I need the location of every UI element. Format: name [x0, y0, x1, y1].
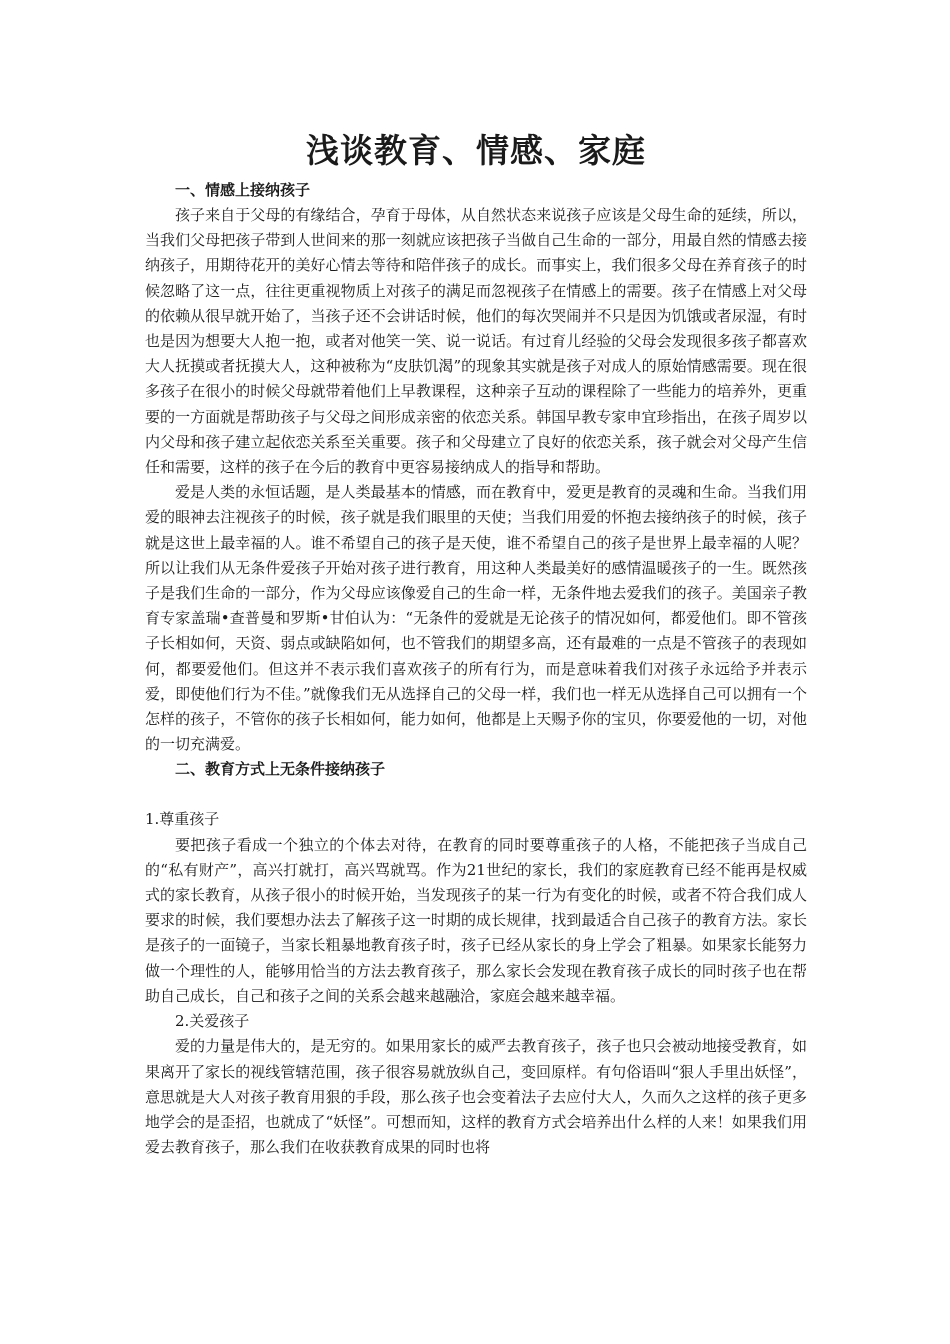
subsection-title-1: 1.尊重孩子	[145, 810, 220, 829]
subsection-title-2: 2.关爱孩子	[175, 1012, 250, 1031]
document-title: 浅谈教育、情感、家庭	[306, 131, 646, 170]
paragraph: 爱的力量是伟大的，是无穷的。如果用家长的威严去教育孩子，孩子也只会被动地接受教育，如果离开了家长的视线管辖范围，孩子很容易就放纵自己，变回原样。有句俗语叫“狠人手里出妖怪”，意思就是大人对孩子教育用狠的手段，那么孩子也会变着法子去应付大人，久而久之这样的孩子更多地学会的是歪招，也就成了“妖怪”。可想而知，这样的教育方式会培养出什么样的人来！如果我们用爱去教育孩子，那么我们在收获教育成果的同时也将	[145, 1037, 807, 1157]
document-page	[145, 126, 807, 1160]
section-heading-1: 一、情感上接纳孩子	[175, 181, 311, 199]
paragraph: 孩子来自于父母的有缘结合，孕育于母体，从自然状态来说孩子应该是父母生命的延续，所以，当我们父母把孩子带到人世间来的那一刻就应该把孩子当做自己生命的一部分，用最自然的情感去接纳孩子，用期待花开的美好心情去等待和陪伴孩子的成长。而事实上，我们很多父母在养育孩子的时候忽略了这一点，往往更重视物质上对孩子的满足而忽视孩子在情感上的需要。孩子在情感上对父母的依赖从很早就开始了，当孩子还不会讲话时候，他们的每次哭闹并不只是因为饥饿或者尿湿，有时也是因为想要大人抱一抱，或者对他笑一笑、说一说话。有过育儿经验的父母会发现很多孩子都喜欢大人抚摸或者抚摸大人，这种被称为“皮肤饥渴”的现象其实就是孩子对成人的原始情感需要。现在很多孩子在很小的时候父母就带着他们上早教课程，这种亲子互动的课程除了一些能力的培养外，更重要的一方面就是帮助孩子与父母之间形成亲密的依恋关系。韩国早教专家申宜珍指出，在孩子周岁以内父母和孩子建立起依恋关系至关重要。孩子和父母建立了良好的依恋关系，孩子就会对父母产生信任和需要，这样的孩子在今后的教育中更容易接纳成人的指导和帮助。	[145, 206, 807, 477]
blank-line	[145, 782, 807, 807]
paragraph: 爱是人类的永恒话题，是人类最基本的情感，而在教育中，爱更是教育的灵魂和生命。当我们用爱的眼神去注视孩子的时候，孩子就是我们眼里的天使；当我们用爱的怀抱去接纳孩子的时候，孩子就是这世上最幸福的人。谁不希望自己的孩子是天使，谁不希望自己的孩子是世界上最幸福的人呢？所以让我们从无条件爱孩子开始对孩子进行教育，用这种人类最美好的感情温暖孩子的一生。既然孩子是我们生命的一部分，作为父母应该像爱自己的生命一样，无条件地去爱我们的孩子。美国亲子教育专家盖瑞•查普曼和罗斯•甘伯认为：“无条件的爱就是无论孩子的情况如何，都爱他们。即不管孩子长相如何，天资、弱点或缺陷如何，也不管我们的期望多高，还有最难的一点是不管孩子的表现如何，都要爱他们。但这并不表示我们喜欢孩子的所有行为，而是意味着我们对孩子永远给予并表示爱，即使他们行为不佳。”就像我们无从选择自己的父母一样，我们也一样无从选择自己可以拥有一个怎样的孩子，不管你的孩子长相如何，能力如何，他都是上天赐予你的宝贝，你要爱他的一切，对他的一切充满爱。	[145, 483, 807, 754]
paragraph: 要把孩子看成一个独立的个体去对待，在教育的同时要尊重孩子的人格，不能把孩子当成自己的“私有财产”，高兴打就打，高兴骂就骂。作为21世纪的家长，我们的家庭教育已经不能再是权威式的家长教育，从孩子很小的时候开始，当发现孩子的某一行为有变化的时候，或者不符合我们成人要求的时候，我们要想办法去了解孩子这一时期的成长规律，找到最适合自己孩子的教育方法。家长是孩子的一面镜子，当家长粗暴地教育孩子时，孩子已经从家长的身上学会了粗暴。如果家长能努力做一个理性的人，能够用恰当的方法去教育孩子，那么家长会发现在教育孩子成长的同时孩子也在帮助自己成长，自己和孩子之间的关系会越来越融洽，家庭会越来越幸福。	[145, 835, 807, 1005]
section-heading-2: 二、教育方式上无条件接纳孩子	[175, 760, 386, 779]
